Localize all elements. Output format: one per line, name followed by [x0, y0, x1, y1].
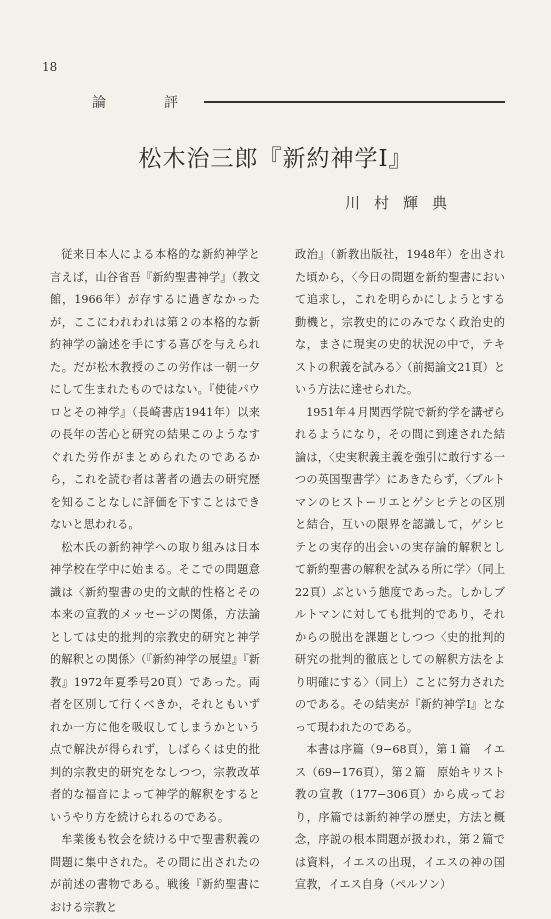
right-column	[295, 244, 505, 897]
paragraph: 松木氏の新約神学への取り組みは日本神学校在学中に始まる。そこでの問題意識は〈新約聖書の史的文献的性格とその本来の宣教的メッセージの関係，方法論としては史的批判的宗教史的研究と神学的解釈との関係〉（『新約神学の展望』『新教』1972年夏季号20頁）であった。両者を区別して行くべきか，それともいずれか一方に他を吸収してしまうかという点で解決が得られず，しばらくは史的批判的宗教史的研究をなしつつ，宗教改革者的な福音によって神学的解釈をするというやり方を続けられるのである。	[50, 540, 260, 824]
paragraph: 1951年４月関西学院で新約学を講ぜられるようになり，その間に到達された結論は，〈史実釈義主義を強引に敢行する一つの英国聖書学〉にあきたらず，〈ブルトマンのヒストーリエとゲシヒテとの区別と結合，互いの限界を認識して，ゲシヒテとの実存的出会いの実存論的解釈として新約聖書の解釈を試みる所に学〉（同上22頁）ぶという態度であった。しかしブルトマンに対しても批判的であり，それからの脱出を課題としつつ〈史的批判的研究の批判的徹底としての解釈方法をより明確にする〉（同上）ことに努力されたのである。その結実が『新約神学Ⅰ』となって現われたのである。	[295, 405, 505, 734]
paragraph: 従来日本人による本格的な新約神学と言えば，山谷省吾『新約聖書神学』（教文館，1966年）が存するに過ぎなかったが，ここにわれわれは第２の本格的な新約神学の論述を手にする喜びを与えられた。だが松木教授のこの労作は一朝一夕にして生まれたものではない。『使徒パウロとその神学』（長崎書店1941年）以来の長年の苦心と研究の結果このようなすぐれた労作がまとめられたのであるから，これを読む者は著者の過去の研究歴を知ることなしに評価を下すことはできないと思われる。	[50, 248, 260, 531]
paragraph: 牟業後も牧会を続ける中で聖書釈義の問題に集中された。その間に出されたのが前述の書物である。戦後『新約聖書における宗教と	[50, 833, 260, 914]
article-title: 松木治三郎『新約神学Ⅰ』	[138, 146, 413, 172]
page-number: 18	[42, 60, 58, 74]
author-name: 川村輝典	[344, 194, 461, 212]
paragraph-continued: 政治』（新教出版社，1948年）を出された頃から，〈今日の問題を新約聖書において追求し，これを明らかにしようとする動機と，宗教史的にのみでなく政治史的な，まさに現実の史的状況の中で，テキストの釈義を試みる〉（前掲論文21頁）という方法に達せられた。	[295, 248, 506, 396]
section-label: 論 評	[92, 92, 204, 112]
left-column	[50, 244, 260, 919]
paragraph: 本書は序篇（9−68頁），第１篇 イエス（69−176頁），第２篇 原始キリスト教の宣教（177−306頁）から成っており，序篇では新約神学の歴史，方法と概念，序説の根本問題が扱われ，第２篇では資料，イエスの出現，イエスの神の国宣教，イエス自身（ペルソン）	[295, 743, 505, 891]
